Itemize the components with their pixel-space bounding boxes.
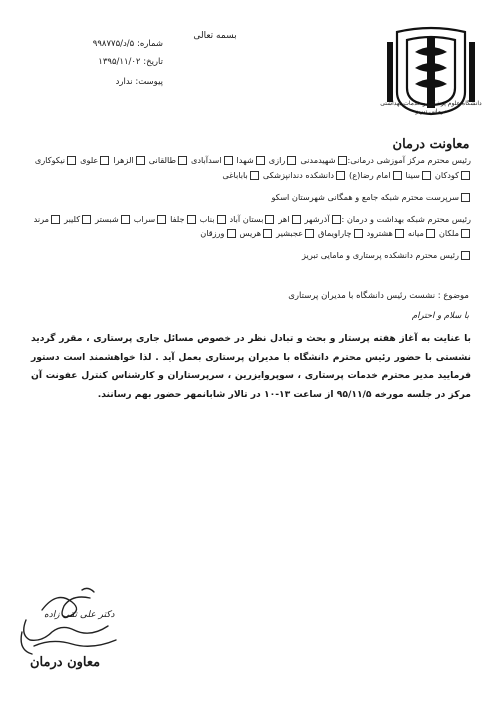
recipient-item: رازی	[268, 155, 286, 165]
checkbox	[395, 229, 404, 238]
letter-body-paragraph: با عنایت به آغاز هفته پرستار و بحث و تبادل نظر در خصوص مسائل جاری پرستاری ، مقرر گردید نشستی با حضور رئیس محترم دانشگاه با مدیران پرستاری بعمل آید . لذا خواهشمند است دستور فرمایید مدیر محترم خدمات پرستاری ، سوپروایزرین ، سرپرستاران و کارشناس کنترل عفونت آن مرکز در جلسه مورخه ۹۵/۱۱/۵ از ساعت ۱۳-۱۰ در تالار شابانمهر حضور بهم رسانند.	[31, 333, 471, 400]
recipient-item: باباباغی	[222, 170, 248, 180]
bismillah-heading: بسمه تعالی	[193, 31, 237, 41]
recipient-item: شبستر	[95, 214, 119, 224]
checkbox	[422, 171, 431, 180]
checkbox	[393, 171, 402, 180]
recipient-item: سراب	[133, 214, 156, 224]
checkbox	[136, 156, 145, 165]
recipient-item: بستان آباد	[229, 214, 264, 224]
recipient-item: شهیدمدنی	[300, 155, 336, 165]
checkbox	[263, 229, 272, 238]
recipient-item: نیکوکاری	[34, 155, 66, 165]
recipient-item: سرپرست محترم شبکه جامع و همگانی شهرستان اسکو	[271, 192, 459, 202]
checkbox	[354, 229, 363, 238]
recipient-item: اسدآبادی	[190, 155, 222, 165]
recipient-item: علوی	[80, 155, 99, 165]
recipient-item: ملکان	[438, 228, 459, 238]
letter-greeting: با سلام و احترام	[411, 311, 469, 321]
checkbox	[121, 215, 130, 224]
recipients-line-5	[26, 226, 471, 240]
checkbox	[265, 215, 274, 224]
logo-department-title: معاونت درمان	[392, 137, 470, 152]
recipient-item: چاراویماق	[318, 228, 352, 238]
checkbox	[461, 193, 470, 202]
letter-number: شماره: ۵/د/۹۹۸۷۷۵	[92, 39, 163, 49]
checkbox	[51, 215, 60, 224]
recipient-item: میانه	[407, 228, 424, 238]
checkbox	[224, 156, 233, 165]
checkbox	[338, 156, 347, 165]
checkbox	[256, 156, 265, 165]
recipient-item: طالقانی	[148, 155, 176, 165]
checkbox	[157, 215, 166, 224]
checkbox	[82, 215, 91, 224]
letter-date: تاریخ: ۱۳۹۵/۱۱/۰۲	[98, 57, 163, 67]
checkbox	[227, 229, 236, 238]
signature-title: معاون درمان	[30, 655, 101, 670]
recipients-line-2	[26, 168, 471, 182]
checkbox	[100, 156, 109, 165]
recipient-item: سینا	[405, 170, 420, 180]
letter-attachment: پیوست: ندارد	[115, 77, 163, 87]
recipient-item: رئیس محترم دانشکده پرستاری و مامایی تبریز	[302, 250, 459, 260]
recipients-line-1	[26, 153, 471, 167]
checkbox	[217, 215, 226, 224]
recipient-item: امام رضا(ع)	[349, 170, 391, 180]
checkbox	[336, 171, 345, 180]
signature-name: دکتر علی تقی زاده	[44, 610, 115, 620]
checkbox	[461, 229, 470, 238]
recipient-item: هشترود	[366, 228, 393, 238]
recipient-item: عجبشیر	[276, 228, 304, 238]
checkbox	[178, 156, 187, 165]
recipient-item: جلفا	[170, 214, 185, 224]
recipient-item: دانشکده دندانپزشکی	[262, 170, 334, 180]
checkbox	[426, 229, 435, 238]
recipients-line-6	[26, 248, 471, 262]
recipient-item: کودکان	[434, 170, 459, 180]
recipient-item: مرند	[33, 214, 50, 224]
recipient-item: الزهرا	[113, 155, 134, 165]
checkbox	[67, 156, 76, 165]
checkbox	[250, 171, 259, 180]
recipient-prefix: رئیس محترم مرکز آموزشی درمانی:	[347, 155, 471, 165]
recipient-item: هریس	[239, 228, 262, 238]
recipient-item: کلیبر	[64, 214, 81, 224]
recipient-item: اهر	[278, 214, 290, 224]
checkbox	[305, 229, 314, 238]
recipient-prefix: رئیس محترم شبکه بهداشت و درمان :	[341, 214, 471, 224]
letter-subject: موضوع : نشست رئیس دانشگاه با مدیران پرستاری	[288, 291, 469, 301]
logo-org-name: دانشگاه علوم پزشکی و خدمات بهداشتی درمانی تبریز	[380, 100, 482, 115]
checkbox	[187, 215, 196, 224]
recipient-item: آذرشهر	[304, 214, 330, 224]
checkbox	[287, 156, 296, 165]
recipient-item: بناب	[199, 214, 215, 224]
recipient-item: ورزقان	[200, 228, 225, 238]
recipient-item: شهدا	[236, 155, 254, 165]
checkbox	[332, 215, 341, 224]
recipients-line-3	[26, 190, 471, 204]
checkbox	[461, 251, 470, 260]
recipients-line-4	[26, 212, 471, 226]
checkbox	[461, 171, 470, 180]
checkbox	[292, 215, 301, 224]
